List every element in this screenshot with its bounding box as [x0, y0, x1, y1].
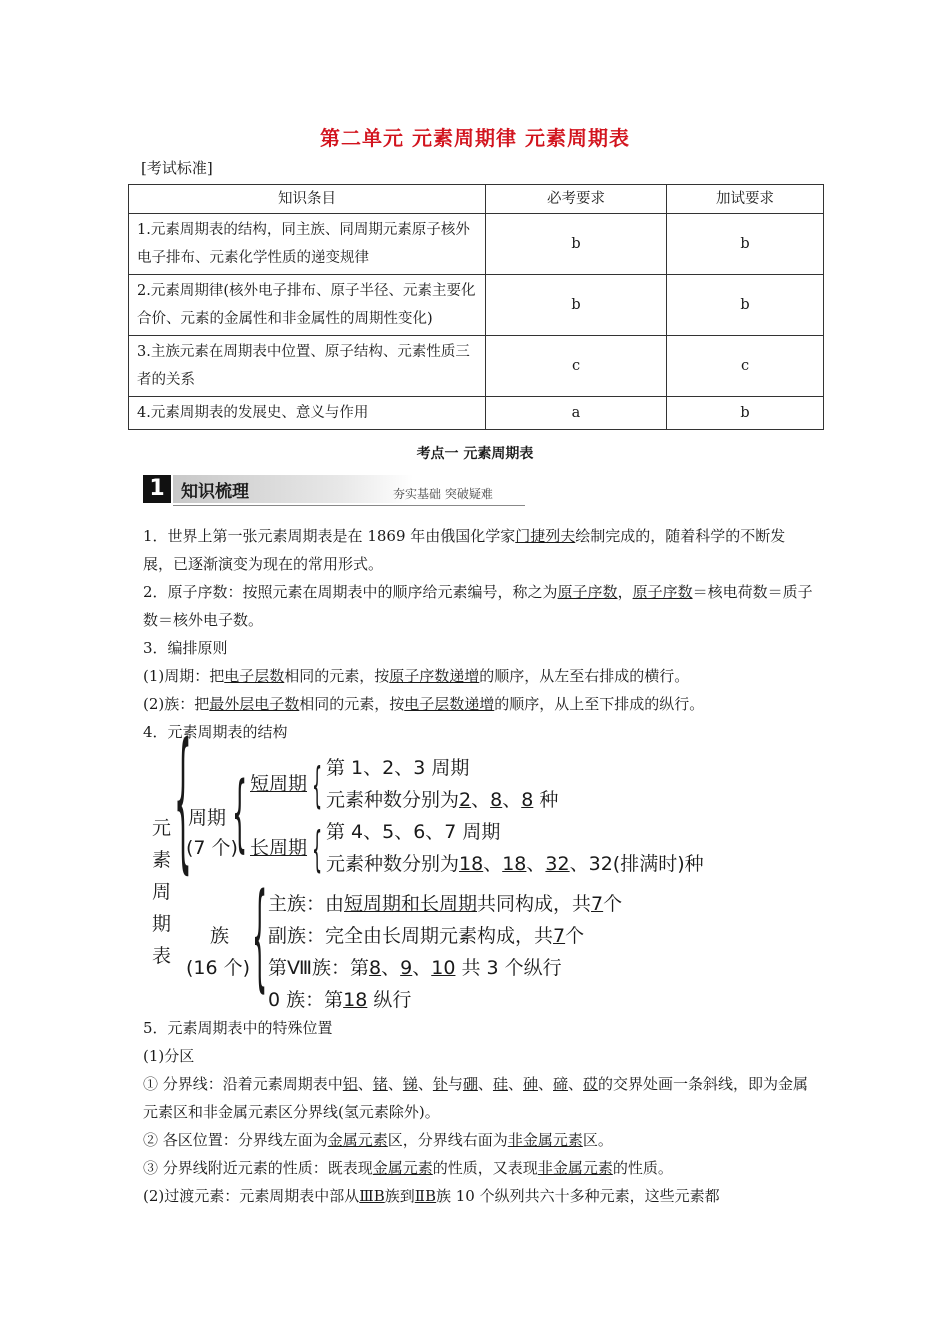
sub-group-line: 副族：完全由长周期元素构成，共7个	[268, 925, 585, 947]
group-zero-line: 0 族：第18 纵行	[268, 989, 412, 1011]
table-cell-required: c	[486, 336, 667, 397]
paragraph-4: 4．元素周期表的结构	[143, 723, 288, 741]
paragraph-5-a: ① 分界线：沿着元素周期表中铝、锗、锑、钋与硼、硅、砷、碲、砹的交界处画一条斜线，即为金属元素区和非金属元素区分界线(氢元素除外)。	[143, 1075, 809, 1121]
short-period-line-1: 第 1、2、3 周期	[326, 757, 470, 779]
short-period-line-2: 元素种数分别为2、8、8 种	[326, 789, 559, 811]
banner-divider	[173, 505, 525, 506]
banner-subtitle: 夯实基础 突破疑难	[393, 487, 493, 501]
table-cell-item: 2.元素周期律(核外电子排布、原子半径、元素主要化合价、元素的金属性和非金属性的周期性变化)	[129, 275, 486, 336]
paragraph-5-b: ② 各区位置：分界线左面为金属元素区，分界线右面为非金属元素区。	[143, 1131, 613, 1149]
root-char: 元	[152, 817, 172, 839]
table-row	[129, 336, 824, 397]
table-cell-required: a	[486, 397, 667, 430]
group-viii-line: 第Ⅷ族：第8、9、10 共 3 个纵行	[268, 957, 562, 979]
main-group-line: 主族：由短周期和长周期共同构成，共7个	[268, 893, 623, 915]
table-cell-item: 4.元素周期表的发展史、意义与作用	[129, 397, 486, 430]
table-header: 知识条目	[129, 185, 486, 214]
table-cell-extra: b	[667, 397, 824, 430]
paragraph-5-1: (1)分区	[143, 1047, 195, 1065]
root-char: 素	[152, 849, 172, 871]
period-label: 周期	[188, 807, 227, 829]
table-cell-item: 3.主族元素在周期表中位置、原子结构、元素性质三者的关系	[129, 336, 486, 397]
paragraph-3-2: (2)族：把最外层电子数相同的元素，按电子层数递增的顺序，从上至下排成的纵行。	[143, 695, 705, 713]
group-count: (16 个)	[186, 957, 251, 979]
root-char: 周	[152, 881, 172, 903]
text-block-2	[143, 1014, 813, 1210]
paragraph-3-1: (1)周期：把电子层数相同的元素，按原子序数递增的顺序，从左至右排成的横行。	[143, 667, 690, 685]
root-char: 表	[152, 945, 172, 967]
long-period-label: 长周期	[250, 837, 308, 859]
table-cell-required: b	[486, 275, 667, 336]
page-title: 第二单元 元素周期律 元素周期表	[320, 126, 630, 150]
table-cell-required: b	[486, 214, 667, 275]
table-cell-item: 1.元素周期表的结构，同主族、同周期元素原子核外电子排布、元素化学性质的递变规律	[129, 214, 486, 275]
banner-title: 知识梳理	[181, 482, 249, 502]
table-row	[129, 397, 824, 430]
group-label: 族	[210, 925, 230, 947]
long-period-line-2: 元素种数分别为18、18、32、32(排满时)种	[326, 853, 704, 875]
paragraph-2: 2．原子序数：按照元素在周期表中的顺序给元素编号，称之为原子序数，原子序数＝核电荷数＝质子数＝核外电子数。	[143, 583, 813, 629]
root-brace: {	[174, 714, 192, 890]
section-heading: 考点一 元素周期表	[416, 446, 534, 462]
paragraph-5-c: ③ 分界线附近元素的性质：既表现金属元素的性质，又表现非金属元素的性质。	[143, 1159, 673, 1177]
paragraph-3: 3．编排原则	[143, 639, 228, 657]
table-header: 加试要求	[667, 185, 824, 214]
table-header-row	[129, 185, 824, 214]
banner-number: 1	[143, 475, 171, 503]
group-brace: {	[252, 871, 268, 1005]
table-header: 必考要求	[486, 185, 667, 214]
root-char: 期	[152, 913, 172, 935]
text-block-1	[143, 522, 813, 746]
period-count: (7 个)	[186, 837, 238, 859]
paragraph-5: 5．元素周期表中的特殊位置	[143, 1019, 333, 1037]
section-banner	[143, 475, 525, 507]
table-cell-extra: b	[667, 214, 824, 275]
table-cell-extra: c	[667, 336, 824, 397]
standard-label: [考试标准]	[141, 159, 213, 177]
table-cell-extra: b	[667, 275, 824, 336]
paragraph-5-2: (2)过渡元素：元素周期表中部从ⅢB族到ⅡB族 10 个纵列共六十多种元素，这些元素都	[143, 1187, 720, 1205]
standard-table	[128, 184, 824, 430]
table-row	[129, 214, 824, 275]
long-brace: {	[312, 822, 323, 878]
short-period-label: 短周期	[250, 773, 308, 795]
short-brace: {	[312, 758, 323, 814]
period-brace: {	[232, 765, 248, 863]
paragraph-1: 1．世界上第一张元素周期表是在 1869 年由俄国化学家门捷列夫绘制完成的，随着科学的不断发展，已逐渐演变为现在的常用形式。	[143, 527, 786, 573]
table-row	[129, 275, 824, 336]
long-period-line-1: 第 4、5、6、7 周期	[326, 821, 501, 843]
